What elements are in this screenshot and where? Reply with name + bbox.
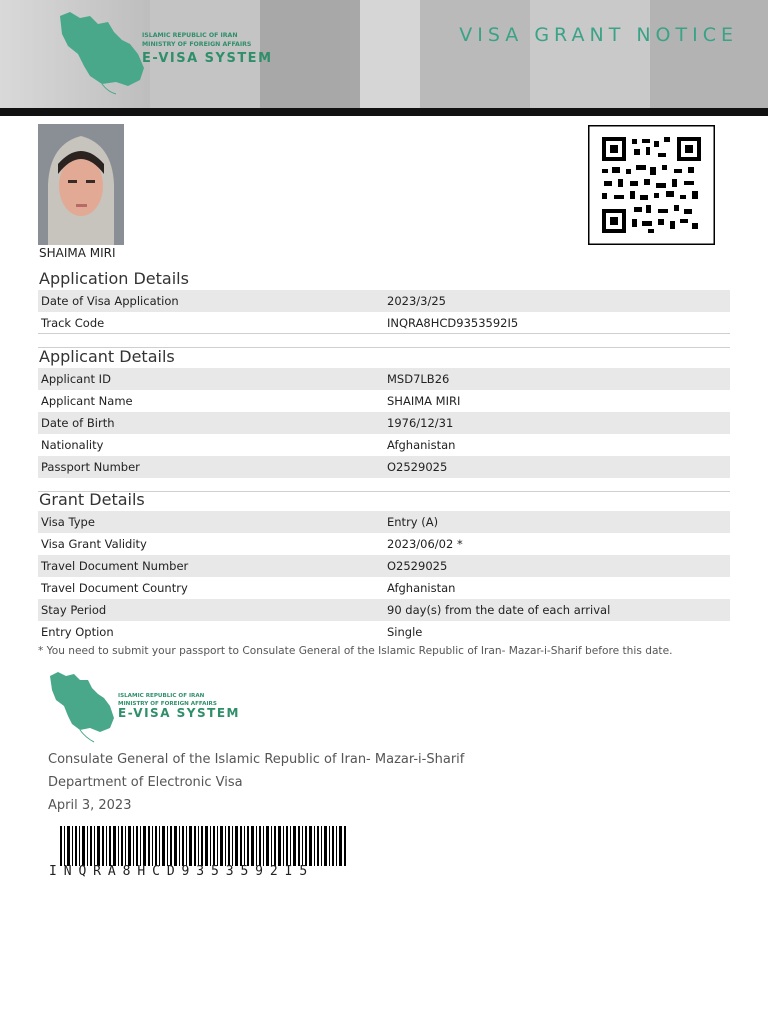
issue-date: April 3, 2023 [48,798,132,813]
banner-bar [0,108,768,116]
logo-footer-line3: E-VISA SYSTEM [118,706,240,720]
row-value: Single [387,625,423,639]
table-row [38,412,730,434]
row-label: Visa Type [41,515,95,529]
grant-details-title: Grant Details [39,490,145,509]
consulate-name: Consulate General of the Islamic Republic of Iran- Mazar-i-Sharif [48,752,465,767]
barcode [58,826,348,866]
application-details-title: Application Details [39,269,189,288]
evisa-logo [56,10,296,100]
table-row [38,599,730,621]
applicant-details-section [38,346,730,478]
row-value: Entry (A) [387,515,439,529]
table-row [38,621,730,643]
applicant-photo-name: SHAIMA MIRI [39,246,116,260]
row-value: 90 day(s) from the date of each arrival [387,603,611,617]
logo-footer-line2: MINISTRY OF FOREIGN AFFAIRS [118,701,217,707]
banner-photo-tile [420,0,530,108]
table-row [38,555,730,577]
logo-line2: MINISTRY OF FOREIGN AFFAIRS [142,41,252,48]
logo-footer-line1: ISLAMIC REPUBLIC OF IRAN [118,693,205,699]
banner-photo-tile [650,0,768,108]
table-row [38,390,730,412]
evisa-logo-footer [48,670,248,748]
qr-code [588,125,715,245]
row-label: Date of Visa Application [41,294,179,308]
banner-photo-tile [360,0,420,108]
row-value: O2529025 [387,460,448,474]
table-row [38,368,730,390]
table-row [38,456,730,478]
table-row [38,290,730,312]
row-label: Travel Document Number [41,559,189,573]
row-value: Afghanistan [387,438,456,452]
table-row [38,533,730,555]
row-label: Passport Number [41,460,140,474]
row-label: Applicant ID [41,372,111,386]
logo-line3: E-VISA SYSTEM [142,51,273,66]
row-value: SHAIMA MIRI [387,394,461,408]
barcode-text: INQRA8HCD9353592I5 [49,864,315,879]
row-label: Entry Option [41,625,114,639]
divider [38,333,730,334]
table-row [38,312,730,334]
applicant-photo [38,124,124,245]
table-row [38,434,730,456]
row-value: Afghanistan [387,581,456,595]
applicant-details-title: Applicant Details [39,347,175,366]
department-name: Department of Electronic Visa [48,775,243,790]
row-value: MSD7LB26 [387,372,450,386]
row-label: Travel Document Country [41,581,188,595]
row-label: Date of Birth [41,416,115,430]
row-value: 2023/3/25 [387,294,446,308]
row-label: Track Code [41,316,105,330]
grant-details-section [38,489,730,643]
logo-line1: ISLAMIC REPUBLIC OF IRAN [142,32,238,39]
row-value: INQRA8HCD9353592I5 [387,316,519,330]
table-row [38,577,730,599]
row-value: 2023/06/02 * [387,537,463,551]
table-row [38,511,730,533]
row-value: 1976/12/31 [387,416,454,430]
row-value: O2529025 [387,559,448,573]
row-label: Nationality [41,438,104,452]
banner-photo-tile [530,0,650,108]
row-label: Applicant Name [41,394,133,408]
footnote: * You need to submit your passport to Consulate General of the Islamic Republic of Iran- Mazar-i-Sharif before this date. [38,645,673,657]
row-label: Stay Period [41,603,107,617]
row-label: Visa Grant Validity [41,537,147,551]
page-title: VISA GRANT NOTICE [459,24,738,46]
application-details-section [38,268,730,334]
